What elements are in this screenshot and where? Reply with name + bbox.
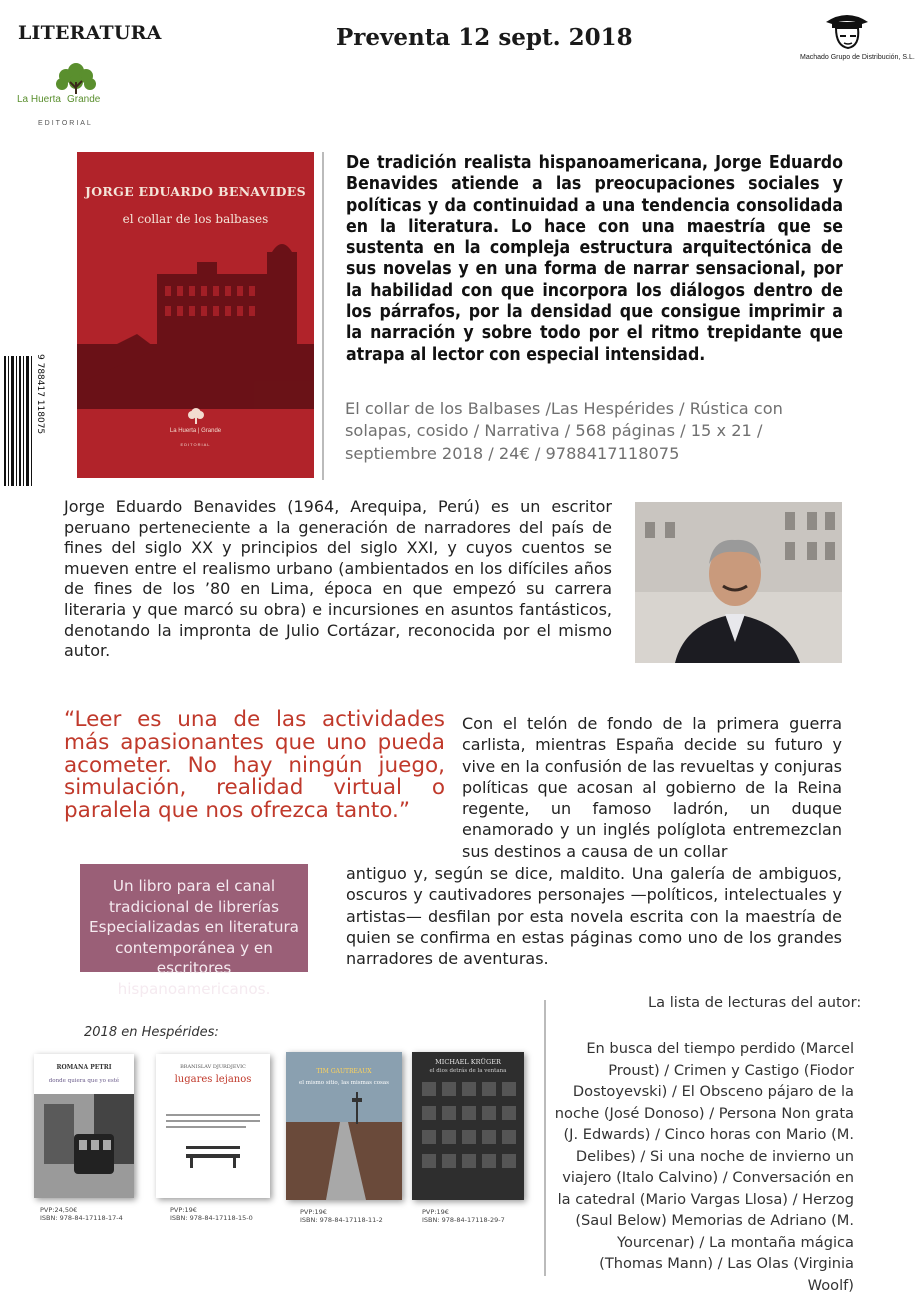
book-1-isbn: ISBN: 978-84-17118-17-4 [40, 1214, 123, 1222]
reading-list-title: La lista de lecturas del autor: [648, 994, 862, 1011]
cover-publisher: La Huerta | Grande [169, 428, 222, 434]
synopsis-part-1: Con el telón de fondo de la primera guerra carlista, mientras España decide su futuro y vive en la confusión de las revueltas y conjuras políticas que acosan al gobierno de la Reina regente, un famoso ladrón, un duque enamorado y un inglés políglota entremezclan sus destinos a causa de un collar [462, 714, 842, 861]
book-2-author: BRANISLAV DJURDJEVIC [180, 1064, 246, 1070]
book-3-author: TIM GAUTREAUX [316, 1068, 372, 1075]
palace-illustration-icon [77, 234, 314, 409]
book-3-title: el mismo sitio, las mismas cosas [299, 1080, 389, 1086]
synopsis-part-2: antiguo y, según se dice, maldito. Una galería de ambiguos, oscuros y cautivadores personajes —políticos, intelectuales y artistas— desfilan por esta novela escrita con la maestría de quien se confirma en estas páginas como uno de los grandes narradores de aventuras. [346, 864, 842, 969]
presale-date: Preventa 12 sept. 2018 [336, 24, 633, 51]
book-cover [77, 152, 314, 478]
barcode-number: 9 788417 118075 [35, 354, 45, 435]
cover-tree-icon [185, 408, 207, 426]
cover-author: JORGE EDUARDO BENAVIDES [85, 184, 306, 199]
author-photo [635, 502, 842, 663]
book-1-title: donde quiera que yo esté [48, 1078, 120, 1084]
publisher-subtitle: EDITORIAL [38, 120, 93, 127]
author-bio: Jorge Eduardo Benavides (1964, Arequipa, Perú) es un escritor peruano perteneciente a la generación de narradores del país de fines del siglo XX y principios del siglo XXI, y cuyos cuentos se mueven entre el realismo urbano (ambientados en los difíciles años de fines de los ’80 en Lima, época en que empezó su carrera literaria y que marcó su obra) e incursiones en asuntos fantásticos, denotando la impronta de Julio Cortázar, reconocida por el mismo autor. [64, 497, 612, 661]
author-quote: “Leer es una de las actividades más apasionantes que uno pueda acometer. No hay ningún juego, simulación, realidad virtual o paralela que nos ofrezca tanto.” [64, 707, 445, 824]
hesperides-title: 2018 en Hespérides: [84, 1025, 219, 1040]
book-2-title: lugares lejanos [174, 1074, 252, 1085]
cover-title: el collar de los balbases [122, 212, 269, 226]
book-4-title: el dios detrás de la ventana [429, 1068, 507, 1074]
section-label: LITERATURA [18, 22, 162, 44]
book-4-price: PVP:19€ [422, 1208, 449, 1216]
book-1-price: PVP:24,50€ [40, 1206, 78, 1214]
channel-box: Un libro para el canal tradicional de librerías Especializadas en literatura contemporánea y en escritores hispanoamericanos. [80, 864, 308, 972]
reading-list: En busca del tiempo perdido (Marcel Proust) / Crimen y Castigo (Fiodor Dostoyevski) / El Obsceno pájaro de la noche (José Donoso) / Persona Non grata (J. Edwards) / Cinco horas con Mario (M. Delibes) / Si una noche de invierno un viajero (Italo Calvino) / Conversación en la catedral (Mario Vargas Llosa) / Herzog (Saul Below) Memorias de Adriano (M. Yourcenar) / La montaña mágica (Thomas Mann) / Las Olas (Virginia Woolf) [554, 1040, 854, 1294]
divider-line [544, 1000, 546, 1276]
hesperides-book-3 [286, 1052, 402, 1200]
book-1-tram-illustration-icon [34, 1094, 134, 1198]
book-2-price: PVP:19€ [170, 1206, 197, 1214]
book-1-author: ROMANA PETRI [56, 1064, 112, 1071]
book-4-isbn: ISBN: 978-84-17118-29-7 [422, 1216, 505, 1224]
book-2-bench-illustration-icon [156, 1104, 270, 1198]
barcode-icon [4, 350, 45, 492]
distributor-name: Machado Grupo de Distribución, S.L. [800, 54, 915, 61]
hesperides-book-2 [156, 1054, 270, 1198]
divider-line [322, 152, 324, 480]
book-4-author: MICHAEL KRÜGER [435, 1058, 501, 1066]
publisher-name-b: Grande [67, 94, 101, 105]
distributor-logo-icon [818, 6, 876, 56]
book-4-building-illustration-icon [412, 1052, 524, 1200]
book-3-price: PVP:19€ [300, 1208, 327, 1216]
book-blurb: De tradición realista hispanoamericana, Jorge Eduardo Benavides atiende a las preocupaciones sociales y políticas y da continuidad a una tendencia consolidada en la literatura. Lo hace con una maestría que se sustenta en la compleja estructura arquitectónica de sus novelas y en una forma de narrar sensacional, por la habilidad con que incorpora los diálogos dentro de los párrafos, por la densidad que consigue imprimir a la narración y sobre todo por el ritmo trepidante que atrapa al lector con especial intensidad. [346, 153, 843, 365]
publisher-name-a: La Huerta [17, 94, 61, 105]
book-specs: El collar de los Balbases /Las Hespérides / Rústica con solapas, cosido / Narrativa / 568 páginas / 15 x 21 / septiembre 2018 / 24€ / 9788417118075 [345, 399, 783, 463]
book-2-isbn: ISBN: 978-84-17118-15-0 [170, 1214, 253, 1222]
hesperides-book-1 [34, 1054, 134, 1198]
cover-publisher-sub: EDITORIAL [180, 442, 211, 447]
book-3-isbn: ISBN: 978-84-17118-11-2 [300, 1216, 383, 1224]
hesperides-book-4 [412, 1052, 524, 1200]
